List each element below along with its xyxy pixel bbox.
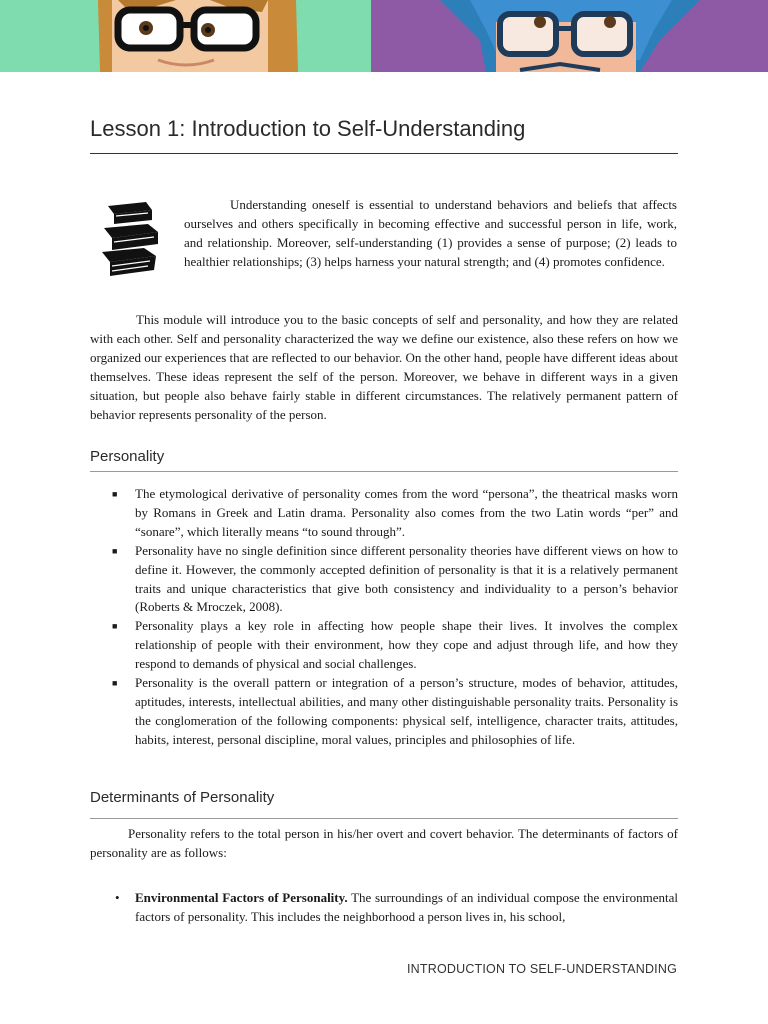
dot-bullet-icon: •	[115, 890, 120, 905]
module-paragraph: This module will introduce you to the basic concepts of self and personality, and how they are related with each other. Self and personality characterized the way we define our existence, also these refers on how we organized our experiences that are reflected to our behavior. On the other hand, people have different ideas about themselves. These ideas represent the self of the person. Moreover, we behave in different ways in a given situation, but people also behave fairly stable in different circumstances. The relatively permanent pattern of behavior represents personality of the person.	[90, 312, 678, 422]
stack-of-books-icon	[100, 200, 162, 278]
determinants-divider	[90, 818, 678, 819]
banner-illustration	[0, 0, 768, 72]
square-bullet-icon: ■	[112, 621, 118, 632]
item-title: Environmental Factors of Personality.	[135, 890, 348, 905]
page-footer: INTRODUCTION TO SELF-UNDERSTANDING	[406, 962, 677, 976]
personality-bullet-list	[112, 485, 678, 750]
title-divider	[90, 153, 678, 154]
determinants-paragraph: Personality refers to the total person in his/her overt and covert behavior. The determinants of factors of personality are as follows:	[90, 826, 678, 860]
intro-paragraph: Understanding oneself is essential to understand behaviors and beliefs that affects ourselves and others specifically in becoming effective and successful person in life, work, and relationship. Moreover, self-understanding (1) provides a sense of purpose; (2) leads to healthier relationships; (3) helps harness your natural strength; and (4) promotes confidence.	[184, 197, 677, 269]
page-title: Lesson 1: Introduction to Self-Understanding	[90, 116, 526, 141]
personality-divider	[90, 471, 678, 472]
square-bullet-icon: ■	[112, 545, 118, 556]
list-item: ■ Personality is the overall pattern or integration of a person’s structure, modes of behavior, attitudes, aptitudes, interests, intellectual abilities, and many other distinguishable personality traits. Personality is the conglomeration of the following components: physical self, intelligence, character traits, attitudes, habits, interest, personal discipline, moral values, principles and philosophies of life.	[112, 675, 678, 747]
list-item	[112, 889, 678, 927]
item-text: The surroundings of an individual compose the environmental factors of personality. This includes the neighborhood a person lives in, his school,	[135, 890, 678, 924]
list-item: ■ Personality plays a key role in affecting how people shape their lives. It involves the complex relationship of people with their environment, how they cope and adjust through life, and how they respond to demands of physical and social challenges.	[112, 618, 678, 672]
header-banner	[0, 0, 768, 72]
determinants-list	[112, 889, 678, 927]
list-item: ■ The etymological derivative of personality comes from the word “persona”, the theatrical masks worn by Romans in Greek and Latin drama. Personality also comes from the two Latin words “per” and “sonare”, which literally means “to sound through”.	[112, 486, 678, 539]
square-bullet-icon: ■	[112, 678, 118, 689]
determinants-heading: Determinants of Personality	[90, 789, 275, 806]
personality-heading: Personality	[90, 448, 165, 465]
list-item: ■ Personality have no single definition since different personality theories have different views on how to define it. However, the commonly accepted definition of personality is that it is a relatively permanent traits and unique characteristics that give both consistency and individuality to a person’s behavior (Roberts & Mroczek, 2008).	[112, 542, 678, 615]
square-bullet-icon: ■	[112, 489, 118, 499]
